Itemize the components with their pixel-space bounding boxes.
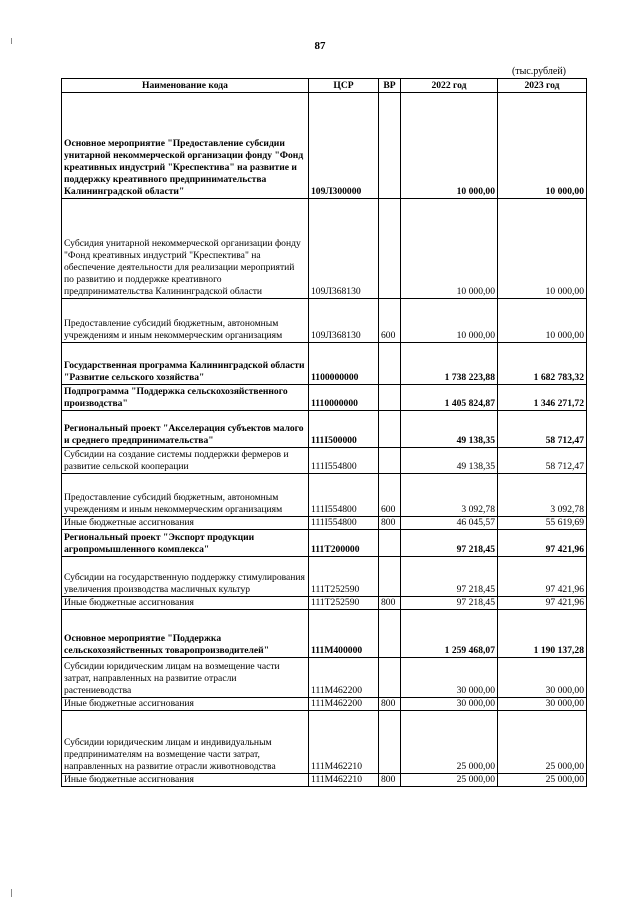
- cell-csr: 111M462210: [309, 774, 379, 787]
- cell-name: Предоставление субсидий бюджетным, автономным учреждениям и иным некоммерческим организациям: [62, 474, 309, 517]
- cell-2022: 10 000,00: [401, 93, 498, 199]
- cell-csr: 111T252590: [309, 597, 379, 610]
- cell-vr: [379, 199, 401, 299]
- table-row: [62, 385, 587, 411]
- cell-csr: 1110000000: [309, 385, 379, 411]
- header-csr: ЦСР: [309, 79, 379, 93]
- table-row: [62, 199, 587, 299]
- cell-2023: 1 346 271,72: [498, 385, 587, 411]
- header-vr: ВР: [379, 79, 401, 93]
- units-label: (тыс.рублей): [511, 66, 566, 77]
- cell-name: Региональный проект "Экспорт продукции агропромышленного комплекса": [62, 530, 309, 557]
- cell-name: Субсидии на создание системы поддержки фермеров и развитие сельской кооперации: [62, 448, 309, 474]
- budget-table: [61, 78, 587, 787]
- cell-vr: 800: [379, 517, 401, 530]
- table-row: [62, 93, 587, 199]
- cell-2023: 30 000,00: [498, 658, 587, 698]
- cell-2022: 97 218,45: [401, 530, 498, 557]
- cell-2023: 1 682 783,32: [498, 343, 587, 385]
- cell-2023: 58 712,47: [498, 411, 587, 448]
- cell-vr: [379, 530, 401, 557]
- cell-vr: [379, 557, 401, 597]
- cell-2023: 1 190 137,28: [498, 610, 587, 658]
- cell-csr: 111I554800: [309, 517, 379, 530]
- cell-2022: 10 000,00: [401, 199, 498, 299]
- cell-csr: 111M462200: [309, 698, 379, 711]
- table-row: [62, 610, 587, 658]
- table-row: [62, 597, 587, 610]
- cell-2023: 97 421,96: [498, 597, 587, 610]
- cell-name: Основное мероприятие "Предоставление субсидии унитарной некоммерческой организации фонду "Фонд креативных индустрий "Креспектива" на развитие и поддержку креативного предпринимательства Калининградской области": [62, 93, 309, 199]
- cell-name: Подпрограмма "Поддержка сельскохозяйственного производства": [62, 385, 309, 411]
- cell-2023: 58 712,47: [498, 448, 587, 474]
- table-row: [62, 517, 587, 530]
- cell-name: Иные бюджетные ассигнования: [62, 698, 309, 711]
- cell-2022: 30 000,00: [401, 698, 498, 711]
- cell-2022: 25 000,00: [401, 774, 498, 787]
- cell-2023: 97 421,96: [498, 530, 587, 557]
- cell-2022: 1 738 223,88: [401, 343, 498, 385]
- table-row: [62, 448, 587, 474]
- cell-2022: 30 000,00: [401, 658, 498, 698]
- cell-name: Иные бюджетные ассигнования: [62, 774, 309, 787]
- cell-name: Иные бюджетные ассигнования: [62, 517, 309, 530]
- cell-2022: 1 405 824,87: [401, 385, 498, 411]
- table-row: [62, 299, 587, 343]
- table-row: [62, 774, 587, 787]
- cell-name: Региональный проект "Акселерация субъектов малого и среднего предпринимательства": [62, 411, 309, 448]
- cell-2023: 10 000,00: [498, 299, 587, 343]
- cell-vr: [379, 343, 401, 385]
- cell-vr: [379, 711, 401, 774]
- cell-vr: 600: [379, 299, 401, 343]
- cell-2023: 10 000,00: [498, 93, 587, 199]
- table-row: [62, 711, 587, 774]
- cell-csr: 111M462210: [309, 711, 379, 774]
- cell-vr: 800: [379, 597, 401, 610]
- cell-2023: 55 619,69: [498, 517, 587, 530]
- cell-csr: 111M462200: [309, 658, 379, 698]
- cell-vr: [379, 93, 401, 199]
- table-row: [62, 658, 587, 698]
- cell-csr: 111M400000: [309, 610, 379, 658]
- cell-name: Субсидия унитарной некоммерческой организации фонду "Фонд креативных индустрий "Креспектива" на обеспечение деятельности для реализации мероприятий по развитию и поддержке креативного предпринимательства Калининградской области: [62, 199, 309, 299]
- cell-name: Иные бюджетные ассигнования: [62, 597, 309, 610]
- page-number: 87: [314, 40, 326, 52]
- cell-2022: 25 000,00: [401, 711, 498, 774]
- scan-edge-mark: [11, 38, 12, 44]
- cell-vr: 600: [379, 474, 401, 517]
- header-2022: 2022 год: [401, 79, 498, 93]
- table-row: [62, 474, 587, 517]
- cell-vr: [379, 610, 401, 658]
- cell-2022: 49 138,35: [401, 411, 498, 448]
- cell-vr: 800: [379, 698, 401, 711]
- cell-csr: 111I554800: [309, 448, 379, 474]
- cell-name: Государственная программа Калининградской области "Развитие сельского хозяйства": [62, 343, 309, 385]
- table-row: [62, 343, 587, 385]
- cell-name: Предоставление субсидий бюджетным, автономным учреждениям и иным некоммерческим организациям: [62, 299, 309, 343]
- table-row: [62, 411, 587, 448]
- cell-name: Субсидии на государственную поддержку стимулирования увеличения производства масличных культур: [62, 557, 309, 597]
- cell-2022: 97 218,45: [401, 597, 498, 610]
- cell-vr: 800: [379, 774, 401, 787]
- table-row: [62, 698, 587, 711]
- scan-edge-mark: [11, 889, 12, 897]
- table-row: [62, 530, 587, 557]
- cell-2023: 25 000,00: [498, 711, 587, 774]
- cell-2022: 3 092,78: [401, 474, 498, 517]
- cell-csr: 109Л368130: [309, 299, 379, 343]
- cell-csr: 109Л368130: [309, 199, 379, 299]
- cell-vr: [379, 411, 401, 448]
- table-body: [62, 93, 587, 787]
- cell-csr: 111T252590: [309, 557, 379, 597]
- cell-vr: [379, 448, 401, 474]
- cell-csr: 111I554800: [309, 474, 379, 517]
- header-name: Наименование кода: [62, 79, 309, 93]
- cell-name: Субсидии юридическим лицам на возмещение части затрат, направленных на развитие отрасли растениеводства: [62, 658, 309, 698]
- cell-vr: [379, 385, 401, 411]
- cell-2022: 97 218,45: [401, 557, 498, 597]
- cell-2023: 3 092,78: [498, 474, 587, 517]
- cell-name: Основное мероприятие "Поддержка сельскохозяйственных товаропроизводителей": [62, 610, 309, 658]
- header-2023: 2023 год: [498, 79, 587, 93]
- cell-2023: 25 000,00: [498, 774, 587, 787]
- cell-csr: 1100000000: [309, 343, 379, 385]
- cell-2023: 30 000,00: [498, 698, 587, 711]
- cell-2023: 97 421,96: [498, 557, 587, 597]
- table-header-row: [62, 79, 587, 93]
- cell-vr: [379, 658, 401, 698]
- table-row: [62, 557, 587, 597]
- cell-2022: 1 259 468,07: [401, 610, 498, 658]
- cell-2023: 10 000,00: [498, 199, 587, 299]
- cell-name: Субсидии юридическим лицам и индивидуальным предпринимателям на возмещение части затрат, направленных на развитие отрасли животноводства: [62, 711, 309, 774]
- cell-csr: 109Л300000: [309, 93, 379, 199]
- cell-2022: 10 000,00: [401, 299, 498, 343]
- cell-2022: 49 138,35: [401, 448, 498, 474]
- cell-2022: 46 045,57: [401, 517, 498, 530]
- cell-csr: 111I500000: [309, 411, 379, 448]
- cell-csr: 111T200000: [309, 530, 379, 557]
